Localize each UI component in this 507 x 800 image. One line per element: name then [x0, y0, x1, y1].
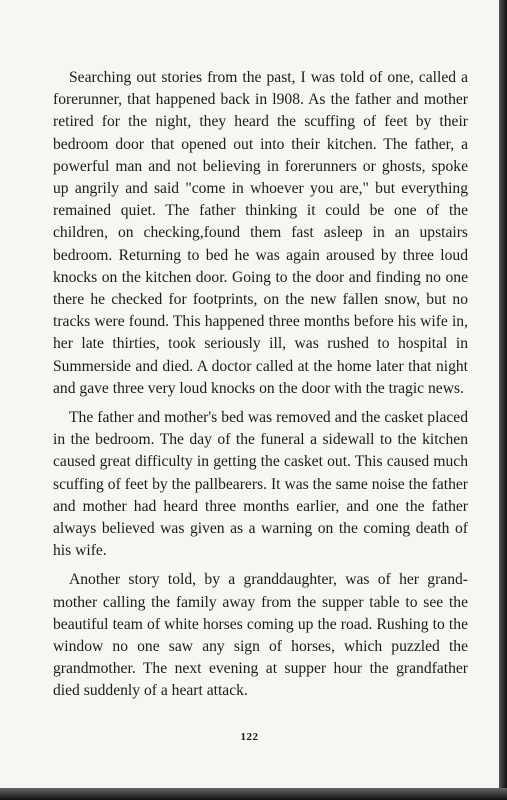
paragraph-casket-story: The father and mother's bed was removed and the casket placed in the bedroom. The day of the funeral a sidewall to the kitchen caused great difficulty in getting the casket out. This caused much scuffing of feet by the pallbearers. It was the same noise the father and mother had heard three months earlier, and one the father always believed was given as a warning on the coming death of his wife.: [53, 409, 468, 560]
page-body: [53, 67, 468, 710]
scan-edge-bottom: [0, 788, 507, 800]
page-number: 122: [240, 731, 259, 743]
paragraph-white-horses-story: Another story told, by a granddaughter, was of her grand-mother calling the family away from the supper table to see the beautiful team of white horses coming up the road. Rushing to the window no one saw any sign of horses, which puzzled the grandmother. The next evening at supper hour the grandfather died suddenly of a heart attack.: [53, 571, 468, 700]
paragraph-forerunner-story: Searching out stories from the past, I was told of one, called a forerunner, that happened back in l908. As the father and mother retired for the night, they heard the scuffing of feet by their bedroom door that opened out into their kitchen. The father, a powerful man and not believing in forerunners or ghosts, spoke up angrily and said "come in whoever you are," but everything remained quiet. The father thinking it could be one of the children, on checking,found them fast asleep in an upstairs bedroom. Returning to bed he was again aroused by three loud knocks on the kitchen door. Going to the door and finding no one there he checked for footprints, on the new fallen snow, but no tracks were found. This happened three months before his wife in, her late thirties, took seriously ill, was rushed to hospital in Summerside and died. A doctor called at the home later that night and gave three very loud knocks on the door with the tragic news.: [53, 69, 468, 397]
scan-edge-right: [499, 0, 507, 800]
